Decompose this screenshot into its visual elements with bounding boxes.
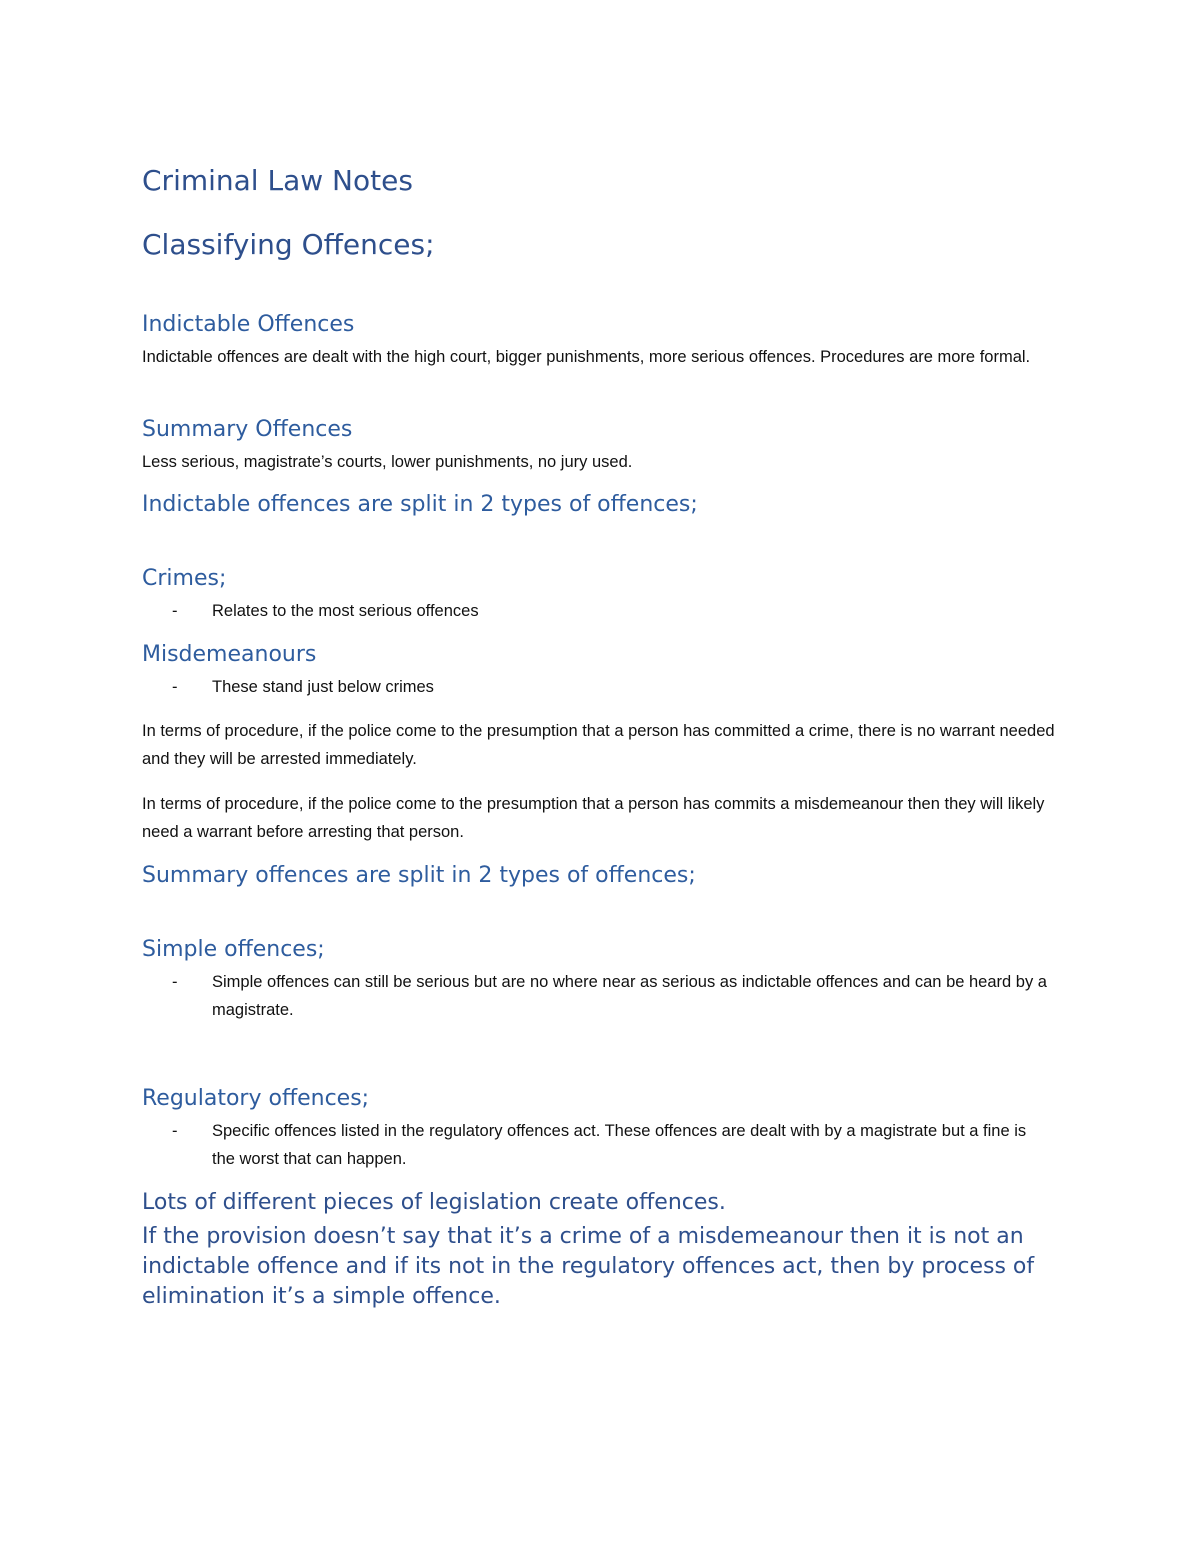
paragraph-summary-offences: Less serious, magistrate’s courts, lower punishments, no jury used. [142, 453, 633, 471]
list-item-text: Relates to the most serious offences [212, 602, 479, 620]
list-item-text: Simple offences can still be serious but are no where near as serious as indictable offences and can be heard by a magistrate. [212, 973, 1047, 1019]
heading-summary-split: Summary offences are split in 2 types of offences; [142, 863, 696, 888]
list-item-text: Specific offences listed in the regulatory offences act. These offences are dealt with by a magistrate but a fine is the worst that can happen. [212, 1122, 1027, 1168]
heading-simple-offences: Simple offences; [142, 937, 325, 962]
page-title: Criminal Law Notes [142, 164, 413, 197]
heading-indictable-offences: Indictable Offences [142, 312, 355, 337]
bullet-dash: - [172, 1122, 178, 1140]
bullet-dash: - [172, 678, 178, 696]
list-item-regulatory-offences [172, 1117, 1052, 1173]
heading-summary-offences: Summary Offences [142, 417, 353, 442]
list-item-misdemeanours [172, 673, 1052, 701]
list-item-crimes [172, 597, 1052, 625]
paragraph-crime-procedure: In terms of procedure, if the police come to the presumption that a person has committed a crime, there is no warrant needed and they will be arrested immediately. [142, 722, 1055, 768]
list-item-text: These stand just below crimes [212, 678, 434, 696]
heading-misdemeanours: Misdemeanours [142, 642, 317, 667]
bullet-dash: - [172, 602, 178, 620]
paragraph-indictable-offences: Indictable offences are dealt with the high court, bigger punishments, more serious offences. Procedures are more formal. [142, 348, 1031, 366]
heading-regulatory-offences: Regulatory offences; [142, 1086, 370, 1111]
conclusion-line-2: If the provision doesn’t say that it’s a crime of a misdemeanour then it is not an indictable offence and if its not in the regulatory offences act, then by process of elimination it’s a simple offence. [142, 1224, 1035, 1309]
list-item-simple-offences [172, 968, 1052, 1024]
heading-indictable-split: Indictable offences are split in 2 types of offences; [142, 492, 698, 517]
paragraph-misdemeanour-procedure: In terms of procedure, if the police come to the presumption that a person has commits a misdemeanour then they will likely need a warrant before arresting that person. [142, 795, 1045, 841]
bullet-dash: - [172, 973, 178, 991]
page-subtitle: Classifying Offences; [142, 228, 435, 261]
conclusion-line-1: Lots of different pieces of legislation create offences. [142, 1190, 726, 1215]
heading-crimes: Crimes; [142, 566, 227, 591]
